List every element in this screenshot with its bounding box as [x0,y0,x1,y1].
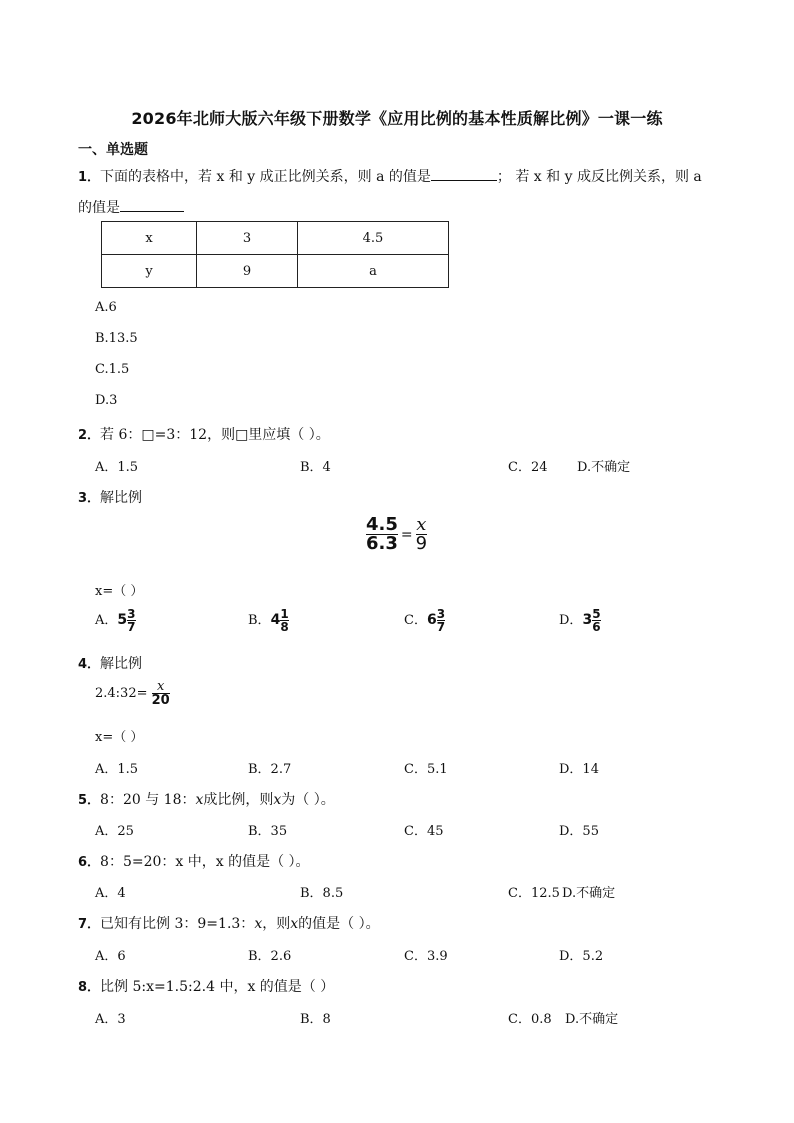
question-5-option-b[interactable]: B．35 [248,824,288,839]
fraction [152,680,170,707]
fraction-numerator: x [416,514,427,535]
question-1-text-b: ； 若 x 和 y 成反比例关系，则 a [496,169,702,185]
question-6-number: 6． [78,855,101,870]
answer-blank-1[interactable] [431,166,497,181]
question-3-option-d[interactable] [559,608,601,633]
question-5-text-c: 为（ ）。 [281,792,335,808]
question-8-option-a[interactable]: A．3 [95,1012,126,1027]
question-7-option-a[interactable]: A．6 [95,949,126,964]
question-7-text-a: 已知有比例 3：9=1.3： [100,916,255,932]
table-row [102,255,449,288]
question-5-option-a[interactable]: A．25 [95,824,134,839]
question-7-option-b[interactable]: B．2.6 [248,949,292,964]
question-3-text: 解比例 [100,490,143,506]
question-4-option-b[interactable]: B．2.7 [248,762,292,777]
question-8 [78,976,334,996]
variable-x: x [195,792,204,808]
question-6-option-b[interactable]: B．8.5 [300,886,344,901]
question-1-number: 1． [78,170,101,185]
question-7-text-b: ，则 [262,916,291,932]
answer-blank-2[interactable] [120,197,184,212]
question-3 [78,487,142,507]
question-4-option-c[interactable]: C．5.1 [404,762,448,777]
question-3-equation [366,516,427,553]
question-8-text: 比例 5:x=1.5:2.4 中，x 的值是（ ） [100,979,335,995]
question-4-equation [95,680,170,707]
fraction [416,516,427,553]
fraction-numerator: 5 [592,607,601,621]
fraction-denominator: 20 [151,693,170,708]
question-5-option-d[interactable]: D．55 [559,824,599,839]
question-4-option-d[interactable]: D．14 [559,762,599,777]
question-5-option-c[interactable]: C．45 [404,824,444,839]
question-5-number: 5． [78,793,101,808]
question-2-text: 若 6：□=3：12，则□里应填（ ）。 [100,427,330,443]
equals-sign: = [400,526,413,543]
fraction-denominator: 7 [127,620,136,634]
table-cell: a [298,255,449,288]
option-label: B． [248,613,271,628]
question-4-option-a[interactable]: A．1.5 [95,762,139,777]
mixed-number-whole: 4 [270,612,281,628]
question-1-option-d[interactable]: D.3 [95,393,118,408]
question-7-option-d[interactable]: D．5.2 [559,949,604,964]
variable-x: x [273,792,282,808]
fraction-denominator: 6 [592,620,601,634]
variable-x: x [290,916,299,932]
question-5-text-b: 成比例，则 [203,792,274,808]
question-4-text: 解比例 [100,656,143,672]
fraction [366,516,398,553]
question-7-option-c[interactable]: C．3.9 [404,949,448,964]
fraction [592,608,600,633]
question-4 [78,653,142,673]
question-6-option-d[interactable]: D.不确定 [562,886,616,901]
question-3-option-a[interactable] [95,608,136,633]
table-cell: 9 [197,255,298,288]
question-2-option-b[interactable]: B．4 [300,460,331,475]
mixed-number-whole: 5 [117,612,128,628]
section-heading: 一、单选题 [78,142,148,158]
question-6-option-a[interactable]: A．4 [95,886,126,901]
question-7 [78,913,380,933]
fraction-denominator: 7 [436,620,446,634]
table-row [102,222,449,255]
fraction-numerator: x [157,679,165,694]
fraction-numerator: 3 [127,607,136,621]
fraction-denominator: 8 [280,620,289,634]
option-label: A． [95,613,118,628]
table-cell: x [102,222,197,255]
fraction [280,608,288,633]
mixed-number-whole: 3 [582,612,593,628]
question-5-text-a: 8：20 与 18： [100,792,196,808]
question-8-option-b[interactable]: B．8 [300,1012,331,1027]
question-6 [78,851,310,871]
question-1-line-2 [78,197,184,217]
question-1-option-a[interactable]: A.6 [95,300,117,315]
question-4-number: 4． [78,657,101,672]
fraction [127,608,135,633]
option-label: C． [404,613,427,628]
equation-left: 2.4:32= [95,686,148,701]
page-title: 2026年北师大版六年级下册数学《应用比例的基本性质解比例》一课一练 [131,109,663,128]
question-3-answer: x=（ ） [95,584,144,599]
fraction-denominator: 6.3 [366,533,398,554]
question-3-option-c[interactable] [404,608,445,633]
question-1-text-a: 下面的表格中，若 x 和 y 成正比例关系，则 a 的值是 [100,169,431,185]
question-6-text: 8：5=20：x 中，x 的值是（ ）。 [100,854,310,870]
fraction-denominator: 9 [415,533,428,554]
fraction-numerator: 3 [436,607,446,621]
question-7-text-c: 的值是（ ）。 [298,916,380,932]
question-6-option-c[interactable]: C．12.5 [508,886,560,901]
question-2-option-a[interactable]: A．1.5 [95,460,139,475]
question-2 [78,424,330,444]
variable-x: x [254,916,263,932]
question-3-number: 3． [78,491,101,506]
question-8-option-c[interactable]: C．0.8 [508,1012,552,1027]
question-2-option-c[interactable]: C．24 [508,460,548,475]
question-1-table [101,221,449,288]
question-8-number: 8． [78,980,101,995]
question-2-option-d[interactable]: D.不确定 [577,460,631,475]
option-label: D． [559,613,583,628]
question-7-number: 7． [78,917,101,932]
question-1-option-b[interactable]: B.13.5 [95,331,138,346]
table-cell: 3 [197,222,298,255]
fraction-numerator: 4.5 [366,514,398,535]
question-3-option-b[interactable] [248,608,289,633]
table-cell: y [102,255,197,288]
mixed-number-whole: 6 [426,612,437,628]
fraction [437,608,445,633]
question-1-line-1 [78,166,702,186]
table-cell: 4.5 [298,222,449,255]
question-5 [78,789,335,809]
question-1-text-c: 的值是 [78,200,120,216]
question-1-option-c[interactable]: C.1.5 [95,362,130,377]
fraction-numerator: 1 [280,607,289,621]
question-4-answer: x=（ ） [95,730,144,745]
question-2-number: 2． [78,428,101,443]
question-8-option-d[interactable]: D.不确定 [565,1012,619,1027]
